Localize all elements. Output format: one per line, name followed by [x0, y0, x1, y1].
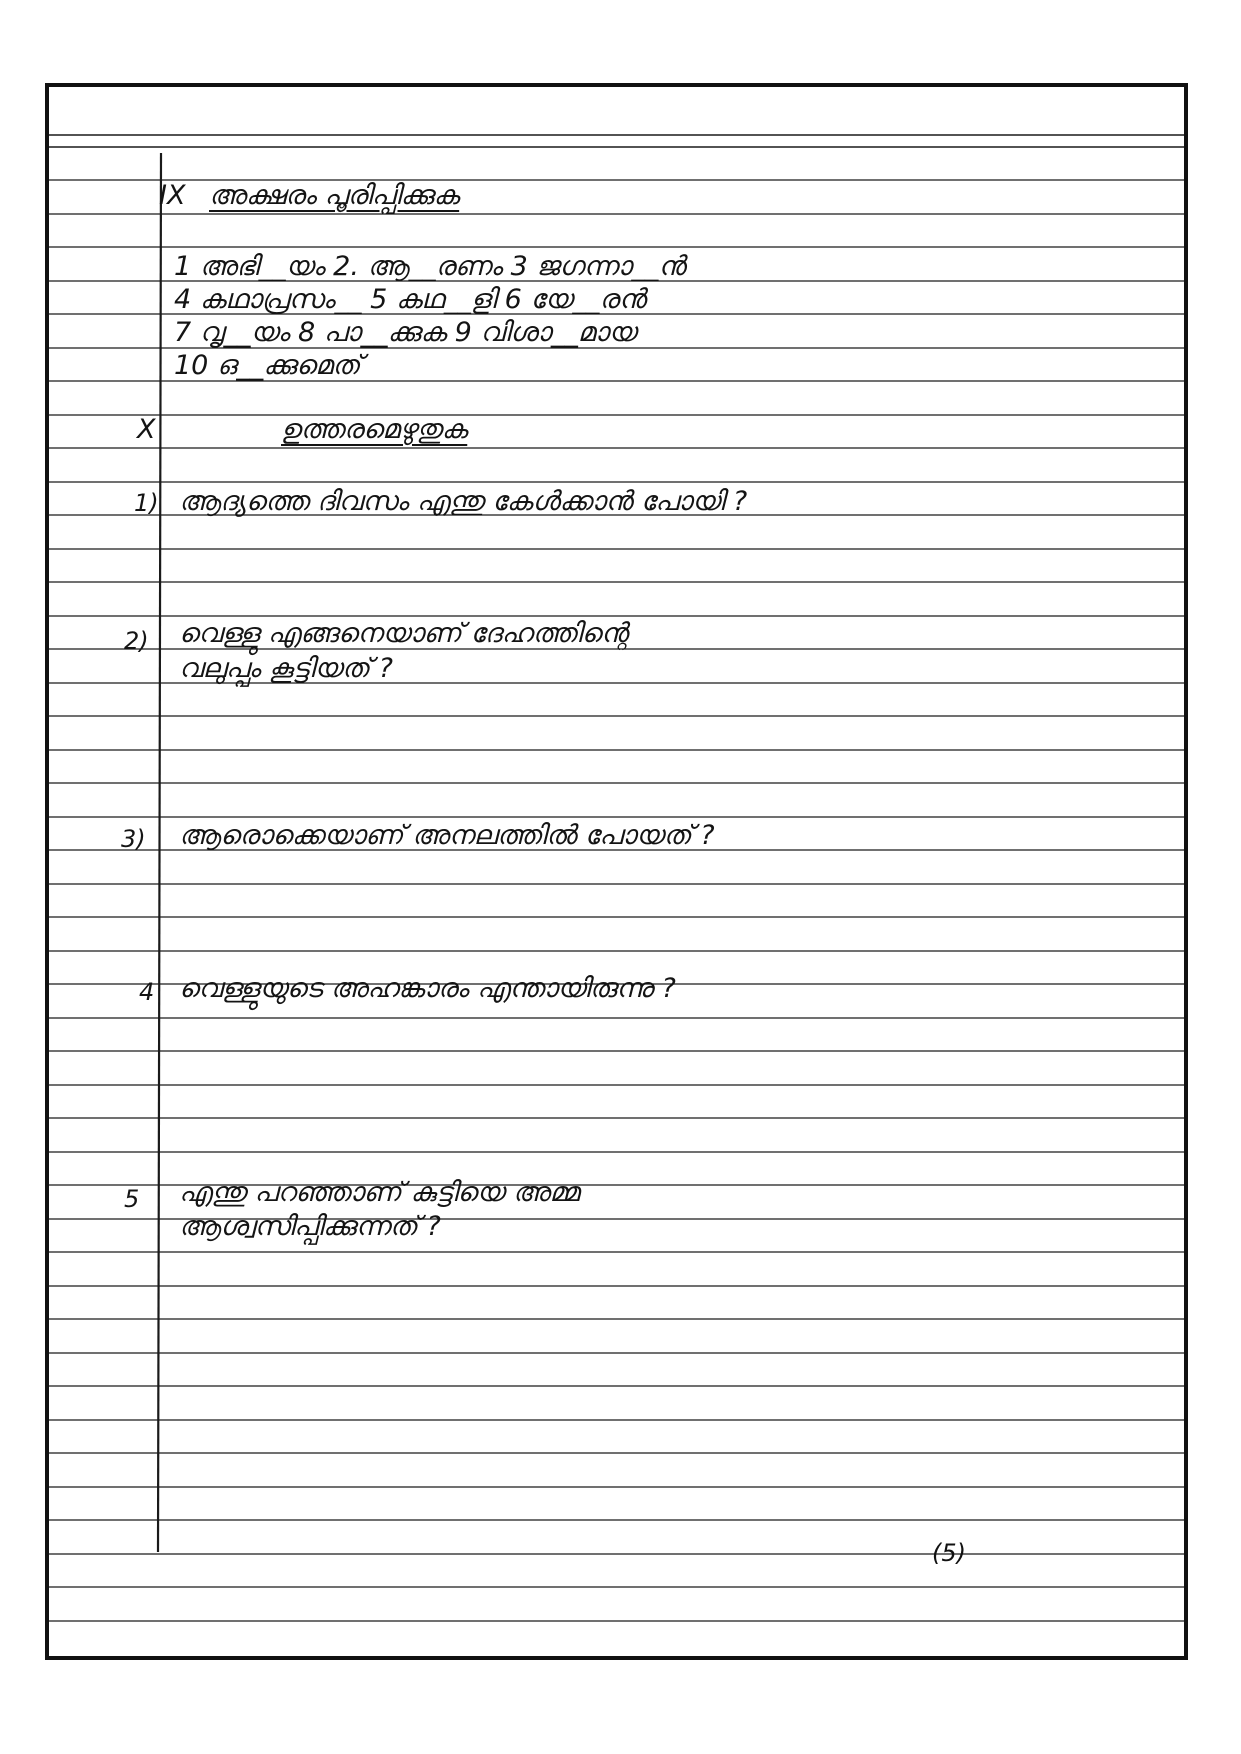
fill-in-line-2: 4 കഥാപ്രസം__ 5 കഥ__ളി 6 യേ__രൻ — [174, 284, 646, 315]
page-number: (5) — [932, 1539, 966, 1567]
question-1-text: ആദ്യത്തെ ദിവസം എന്തു കേൾക്കാൻ പോയി ? — [179, 486, 748, 517]
margin-line — [158, 153, 161, 1552]
section-ix-marker: IX — [159, 180, 186, 211]
question-1-number: 1) — [134, 489, 159, 517]
question-5-text-line-1: എന്തു പറഞ്ഞാണ് കുട്ടിയെ അമ്മ — [179, 1177, 580, 1208]
fill-in-line-1: 1 അഭി__യം 2. ആ__രണം 3 ജഗന്നാ__ൻ — [174, 251, 686, 282]
question-2-number: 2) — [124, 627, 149, 655]
fill-in-line-3: 7 വൃ__യം 8 പാ__ക്കുക 9 വിശാ__മായ — [174, 317, 637, 348]
section-ix-heading: അക്ഷരം പൂരിപ്പിക്കുക — [209, 180, 460, 211]
question-2-text-line-1: വെള്ളു എങ്ങനെയാണ് ദേഹത്തിന്റെ — [179, 618, 628, 649]
question-4-number: 4 — [139, 978, 155, 1006]
question-2-text-line-2: വലുപ്പം കൂട്ടിയത് ? — [179, 653, 394, 684]
section-x-marker: X — [137, 414, 156, 445]
question-5-number: 5 — [124, 1185, 140, 1213]
question-5-text-line-2: ആശ്വസിപ്പിക്കുന്നത് ? — [179, 1211, 441, 1242]
fill-in-line-4: 10 ഒ__ക്കുമെത് — [174, 350, 361, 381]
answer-sheet — [45, 83, 1188, 1660]
section-x-heading: ഉത്തരമെഴുതുക — [281, 414, 468, 445]
question-3-number: 3) — [121, 825, 146, 853]
question-4-text: വെള്ളുയുടെ അഹങ്കാരം എന്തായിരുന്നു ? — [179, 973, 676, 1004]
question-3-text: ആരൊക്കെയാണ് അനലത്തിൽ പോയത് ? — [179, 820, 715, 851]
